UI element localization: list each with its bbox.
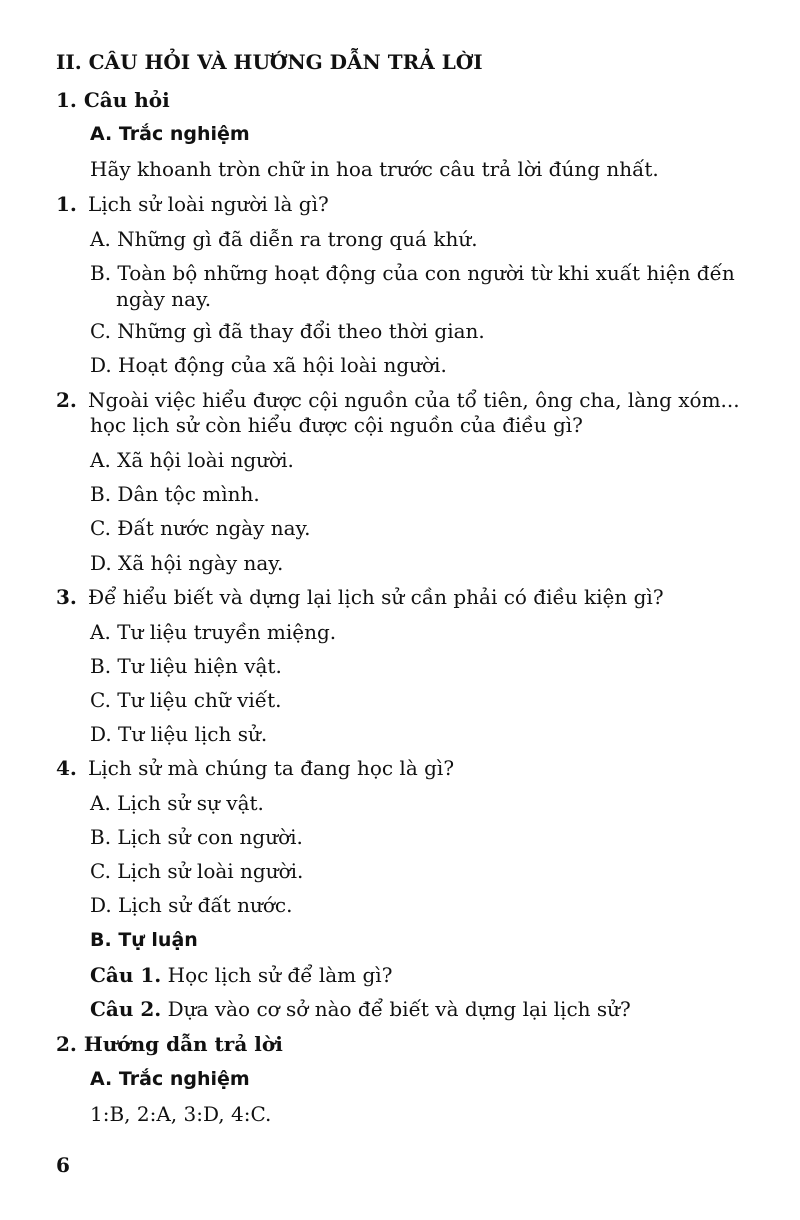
page-number: 6 [56, 1153, 70, 1177]
q4-option-c: C. Lịch sử loài người. [90, 859, 304, 883]
essay-text: Học lịch sử để làm gì? [167, 963, 393, 987]
q1-option-a: A. Những gì đã diễn ra trong quá khứ. [90, 227, 478, 251]
questions-heading: 1. Câu hỏi [56, 88, 170, 112]
section-title: II. CÂU HỎI VÀ HƯỚNG DẪN TRẢ LỜI [56, 50, 483, 74]
q3-option-c: C. Tư liệu chữ viết. [90, 688, 282, 712]
q4-option-b: B. Lịch sử con người. [90, 825, 303, 849]
answers-heading: 2. Hướng dẫn trả lời [56, 1032, 283, 1056]
q3-option-a: A. Tư liệu truyền miệng. [90, 620, 337, 644]
multiple-choice-heading: A. Trắc nghiệm [90, 123, 250, 145]
question-text: Ngoài việc hiểu được cội nguồn của tổ tiên, ông cha, làng xóm... [88, 388, 740, 412]
q2-option-b: B. Dân tộc mình. [90, 482, 260, 506]
essay-text: Dựa vào cơ sở nào để biết và dựng lại lịch sử? [167, 997, 631, 1021]
q4-option-d: D. Lịch sử đất nước. [90, 893, 293, 917]
question-number: 1. [56, 192, 77, 216]
essay-heading: B. Tự luận [90, 929, 198, 951]
q1-option-b: B. Toàn bộ những hoạt động của con người từ khi xuất hiện đến [90, 261, 735, 285]
q2-option-a: A. Xã hội loài người. [90, 448, 294, 472]
answers-multiple-choice-heading: A. Trắc nghiệm [90, 1068, 250, 1090]
instruction-text: Hãy khoanh tròn chữ in hoa trước câu trả lời đúng nhất. [90, 157, 659, 181]
question-number: 4. [56, 756, 77, 780]
q1-option-c: C. Những gì đã thay đổi theo thời gian. [90, 319, 485, 343]
question-4 [56, 756, 454, 780]
essay-label: Câu 1. [90, 963, 162, 987]
question-text: Lịch sử mà chúng ta đang học là gì? [88, 756, 455, 780]
question-3 [56, 585, 664, 609]
question-2-continuation: học lịch sử còn hiểu được cội nguồn của điều gì? [90, 413, 583, 437]
q4-option-a: A. Lịch sử sự vật. [90, 791, 264, 815]
question-1 [56, 192, 329, 216]
essay-question-2 [90, 997, 631, 1021]
answer-key: 1:B, 2:A, 3:D, 4:C. [90, 1102, 272, 1126]
question-number: 3. [56, 585, 77, 609]
question-text: Lịch sử loài người là gì? [88, 192, 329, 216]
question-number: 2. [56, 388, 77, 412]
q3-option-b: B. Tư liệu hiện vật. [90, 654, 282, 678]
q2-option-c: C. Đất nước ngày nay. [90, 516, 311, 540]
question-text: Để hiểu biết và dựng lại lịch sử cần phải có điều kiện gì? [88, 585, 664, 609]
essay-question-1 [90, 963, 392, 987]
q2-option-d: D. Xã hội ngày nay. [90, 551, 284, 575]
essay-label: Câu 2. [90, 997, 162, 1021]
q3-option-d: D. Tư liệu lịch sử. [90, 722, 268, 746]
q1-option-b-continuation: ngày nay. [116, 287, 212, 311]
question-2 [56, 388, 740, 412]
q1-option-d: D. Hoạt động của xã hội loài người. [90, 353, 447, 377]
